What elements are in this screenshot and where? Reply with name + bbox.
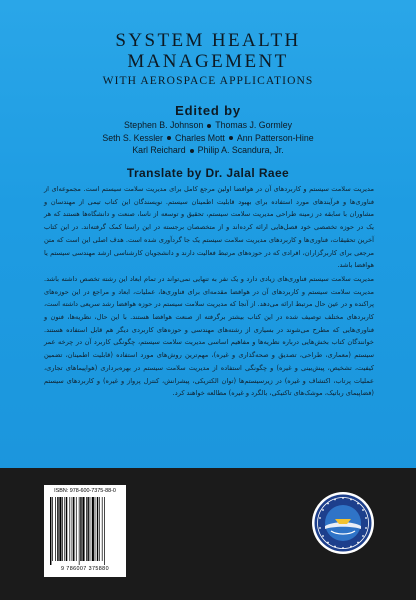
description-paragraph-2: مدیریت سلامت سیستم فناوری‌های زیادی دارد و یک نفر به تنهایی نمی‌تواند در تمام ابعاد این رشته تخصص داشته باشد. مدیریت سلامت سیستم و کاربردهای آن در هوافضا مقدمه‌ای برای فناوری‌ها، عملیات، ابعاد و مراجع در این حوزه‌های پراکنده و در عین حال مرتبط ارائه می‌دهد. از آنجا که مدیریت سلامت سیستم در حوزه هوافضا رشد سریعی داشته است، کاربردهای مختلف توصیف شده در این کتاب بیشتر برگرفته از صنعت هوافضا هستند. با این حال، نظریه‌ها، فنون و فناوری‌هایی که مطرح می‌شوند در بسیاری از رشته‌های مهندسی و حوزه‌های کاربردی دیگر هم قابل استفاده هستند. خوانندگان کتاب بخش‌هایی درباره نظریه‌ها و مفاهیم اساسی مدیریت سلامت سیستم، چگونگی کاربرد آن در چرخه عمر سیستم (معماری، طراحی، تصدیق و صحه‌گذاری و غیره)، مهم‌ترین روش‌های مورد استفاده (قابلیت اطمینان، تضمین کیفیت، تشخیص، پیش‌بینی و غیره) و چگونگی استفاده از مدیریت سلامت سیستم در بهره‌برداری (هواپیماهای تجاری، عملیات پرتاب، اکتشاف و غیره) در زیرسیستم‌ها (توان الکتریکی، پیشرانش، کنترل پرواز و غیره) و کاربردهای سیستم (فضاپیمای رباتیک، موشک‌های تاکتیکی، بالگرد و غیره) مطالعه خواهند کرد. (44, 274, 374, 398)
description-paragraph-1: مدیریت سلامت سیستم و کاربردهای آن در هوافضا اولین مرجع کامل برای مدیریت سلامت سیستم است. مجموعه‌ای از فناوری‌ها و فرآیندهای مورد استفاده برای بهبود قابلیت اطمینان سیستم. نویسندگان این کتاب تیمی از مهندسان و مشاوران با سابقه در زمینه طراحی مدیریت سلامت سیستم، تحقیق و توسعه از ناسا، صنعت و دانشگاه‌ها هستند که هر یک در حوزه تخصصی خود فصل‌هایی ارائه کرده‌اند و از متخصصان برجسته در این راستا کمک گرفته‌اند. در این کتاب آخرین تحقیقات، فناوری‌ها و کاربردهای مدیریت سلامت سیستم یک جا گردآوری شده است. هدف اصلی این است که متن مرجعی برای کاربرگزاران، افرادی که در حوزه‌های مرتبط فعالیت دارند و دانشجویان کارشناسی ارشد مهندسی سیستم یا هوافضا باشد. (44, 185, 374, 270)
editor-name: Thomas J. Gormley (215, 120, 292, 130)
barcode-number: 9 786007 375880 (61, 566, 109, 572)
book-title-line-1: SYSTEM HEALTH (115, 30, 301, 51)
editors-block (0, 103, 416, 157)
edited-by-label: Edited by (175, 103, 241, 118)
isbn-label: ISBN: 978-600-7375-88-0 (54, 488, 116, 494)
book-title-block (0, 30, 416, 87)
book-description (44, 183, 374, 400)
editor-name: Karl Reichard (132, 145, 186, 155)
editor-name: Seth S. Kessler (102, 132, 163, 143)
editor-row-2 (0, 132, 416, 145)
bullet-separator (229, 136, 233, 140)
editor-name: Philip A. Scandura, Jr. (197, 145, 284, 155)
book-subtitle: WITH AEROSPACE APPLICATIONS (102, 75, 314, 87)
publisher-seal-icon (311, 491, 375, 555)
book-title-line-2: MANAGEMENT (127, 51, 289, 72)
editor-name: Charles Mott (174, 132, 225, 143)
bullet-separator (190, 149, 194, 153)
bullet-separator (207, 124, 211, 128)
barcode-panel (44, 485, 126, 577)
barcode-icon (48, 496, 122, 566)
bullet-separator (167, 136, 171, 140)
editor-name: Stephen B. Johnson (124, 120, 204, 130)
editor-row-3 (0, 144, 416, 157)
editor-row-1 (0, 119, 416, 132)
translator-credit: Translate by Dr. Jalal Raee (126, 166, 290, 180)
editor-name: Ann Patterson-Hine (236, 132, 314, 143)
